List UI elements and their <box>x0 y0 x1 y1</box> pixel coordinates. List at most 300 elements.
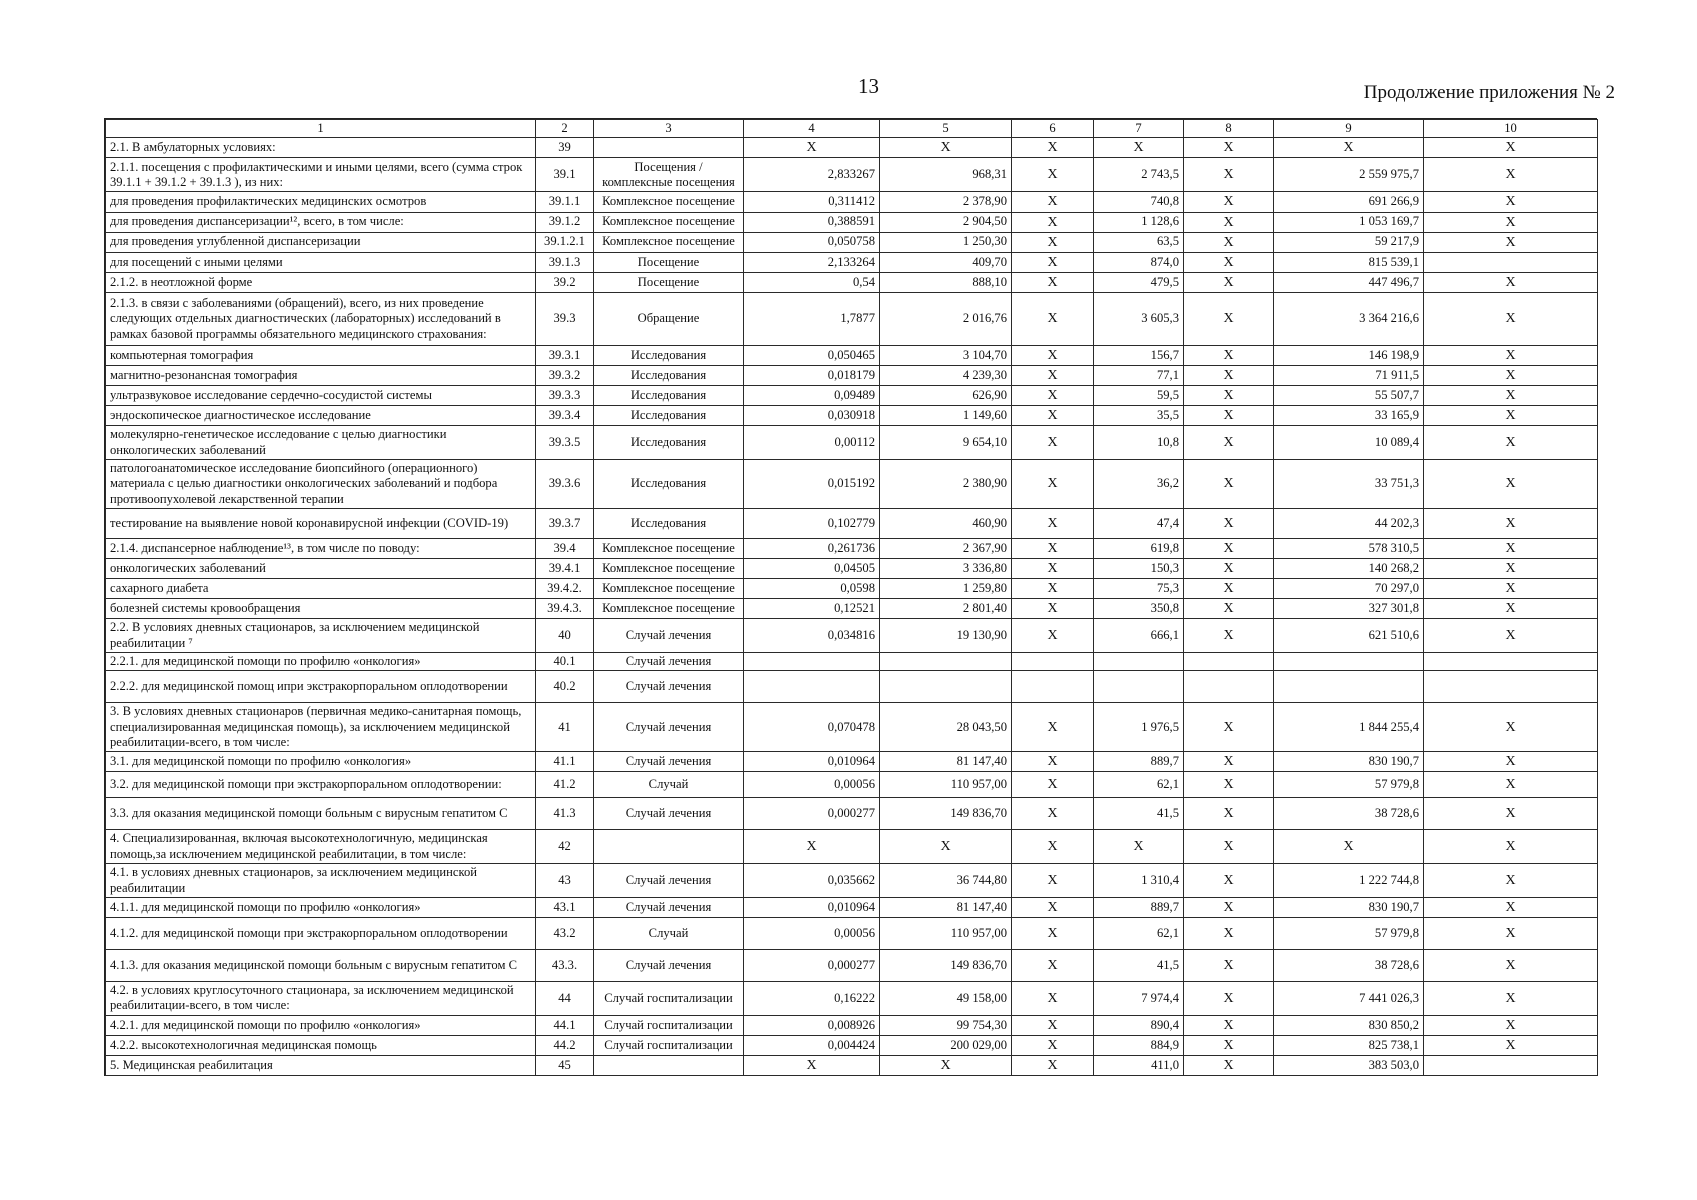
table-row <box>106 950 1598 982</box>
col5-value-cell: 110 957,00 <box>880 918 1012 950</box>
table-row <box>106 1015 1598 1035</box>
col6-value-cell: Х <box>1012 459 1094 508</box>
col7-value-cell: 75,3 <box>1094 579 1184 599</box>
col9-value-cell: 33 751,3 <box>1274 459 1424 508</box>
col4-value-cell: 0,050465 <box>744 345 880 365</box>
row-name-cell: для проведения диспансеризации¹², всего, в том числе: <box>106 212 536 232</box>
col4-value-cell <box>744 652 880 670</box>
col5-value-cell: 9 654,10 <box>880 426 1012 460</box>
col10-value-cell: Х <box>1424 982 1598 1016</box>
unit-cell: Исследования <box>594 406 744 426</box>
row-name-cell: компьютерная томография <box>106 345 536 365</box>
col5-value-cell: 4 239,30 <box>880 365 1012 385</box>
col5-value-cell: 2 380,90 <box>880 459 1012 508</box>
col7-value-cell: 35,5 <box>1094 406 1184 426</box>
table-row <box>106 1035 1598 1055</box>
unit-cell <box>594 1055 744 1075</box>
col9-value-cell: 383 503,0 <box>1274 1055 1424 1075</box>
col9-value-cell: 140 268,2 <box>1274 559 1424 579</box>
col8-value-cell: Х <box>1184 918 1274 950</box>
col6-value-cell: Х <box>1012 508 1094 538</box>
table-row <box>106 292 1598 345</box>
row-name-cell: 4. Специализированная, включая высокотехнологичную, медицинская помощь,за исключением медицинской реабилитации, в том числе: <box>106 830 536 864</box>
col4-value-cell: 0,388591 <box>744 212 880 232</box>
col8-value-cell: Х <box>1184 1055 1274 1075</box>
row-code-cell: 39.1.1 <box>536 192 594 212</box>
col8-value-cell: Х <box>1184 158 1274 192</box>
table-row <box>106 252 1598 272</box>
row-name-cell: патологоанатомическое исследование биопсийного (операционного) материала с целью диагностики онкологических заболеваний и подбора противоопухолевой лекарственной терапии <box>106 459 536 508</box>
col4-value-cell: 0,00056 <box>744 918 880 950</box>
col10-value-cell: Х <box>1424 406 1598 426</box>
col4-value-cell: Х <box>744 830 880 864</box>
col7-value-cell: Х <box>1094 830 1184 864</box>
col9-value-cell: 59 217,9 <box>1274 232 1424 252</box>
row-name-cell: 3.2. для медицинской помощи при экстракорпоральном оплодотворении: <box>106 772 536 798</box>
col7-value-cell: 77,1 <box>1094 365 1184 385</box>
row-code-cell: 39.1.2 <box>536 212 594 232</box>
col10-value-cell: Х <box>1424 138 1598 158</box>
col4-value-cell: 1,7877 <box>744 292 880 345</box>
column-header: 3 <box>594 120 744 138</box>
table-row <box>106 138 1598 158</box>
col7-value-cell <box>1094 652 1184 670</box>
col10-value-cell: Х <box>1424 292 1598 345</box>
col8-value-cell: Х <box>1184 138 1274 158</box>
table-row <box>106 158 1598 192</box>
col5-value-cell <box>880 652 1012 670</box>
table-row <box>106 559 1598 579</box>
col10-value-cell: Х <box>1424 538 1598 558</box>
table-row <box>106 538 1598 558</box>
col4-value-cell: 0,261736 <box>744 538 880 558</box>
unit-cell <box>594 830 744 864</box>
unit-cell: Исследования <box>594 426 744 460</box>
row-code-cell: 39.3.1 <box>536 345 594 365</box>
col9-value-cell: 327 301,8 <box>1274 599 1424 619</box>
col10-value-cell: Х <box>1424 508 1598 538</box>
unit-cell: Исследования <box>594 345 744 365</box>
col9-value-cell: 38 728,6 <box>1274 950 1424 982</box>
row-name-cell: 4.2. в условиях круглосуточного стационара, за исключением медицинской реабилитации-всего, в том числе: <box>106 982 536 1016</box>
col4-value-cell: 0,034816 <box>744 619 880 653</box>
col7-value-cell: 619,8 <box>1094 538 1184 558</box>
col4-value-cell: 0,035662 <box>744 864 880 898</box>
col7-value-cell: 7 974,4 <box>1094 982 1184 1016</box>
column-header: 9 <box>1274 120 1424 138</box>
table-row <box>106 459 1598 508</box>
col10-value-cell <box>1424 1055 1598 1075</box>
col8-value-cell: Х <box>1184 212 1274 232</box>
col7-value-cell: 890,4 <box>1094 1015 1184 1035</box>
col6-value-cell: Х <box>1012 212 1094 232</box>
col10-value-cell: Х <box>1424 426 1598 460</box>
row-code-cell: 40 <box>536 619 594 653</box>
col10-value-cell <box>1424 252 1598 272</box>
unit-cell: Комплексное посещение <box>594 232 744 252</box>
col6-value-cell: Х <box>1012 538 1094 558</box>
row-name-cell: 4.2.2. высокотехнологичная медицинская помощь <box>106 1035 536 1055</box>
col8-value-cell: Х <box>1184 950 1274 982</box>
col5-value-cell: 626,90 <box>880 385 1012 405</box>
table-row <box>106 212 1598 232</box>
row-code-cell: 41.1 <box>536 752 594 772</box>
col10-value-cell: Х <box>1424 459 1598 508</box>
row-code-cell: 44.1 <box>536 1015 594 1035</box>
col7-value-cell: 1 976,5 <box>1094 703 1184 752</box>
column-header: 6 <box>1012 120 1094 138</box>
row-name-cell: ультразвуковое исследование сердечно-сосудистой системы <box>106 385 536 405</box>
col4-value-cell: Х <box>744 138 880 158</box>
col8-value-cell: Х <box>1184 292 1274 345</box>
col7-value-cell: 62,1 <box>1094 918 1184 950</box>
col7-value-cell: 479,5 <box>1094 272 1184 292</box>
col10-value-cell: Х <box>1424 772 1598 798</box>
row-code-cell: 42 <box>536 830 594 864</box>
col7-value-cell: 740,8 <box>1094 192 1184 212</box>
row-code-cell: 39.1.3 <box>536 252 594 272</box>
col9-value-cell: 3 364 216,6 <box>1274 292 1424 345</box>
col8-value-cell: Х <box>1184 599 1274 619</box>
col7-value-cell: 889,7 <box>1094 752 1184 772</box>
col7-value-cell: 47,4 <box>1094 508 1184 538</box>
row-code-cell: 45 <box>536 1055 594 1075</box>
table-row <box>106 365 1598 385</box>
col5-value-cell: 81 147,40 <box>880 752 1012 772</box>
col4-value-cell: 0,015192 <box>744 459 880 508</box>
col9-value-cell: 38 728,6 <box>1274 798 1424 830</box>
col5-value-cell: 36 744,80 <box>880 864 1012 898</box>
table-row <box>106 192 1598 212</box>
col6-value-cell <box>1012 671 1094 703</box>
col9-value-cell <box>1274 671 1424 703</box>
col7-value-cell: 63,5 <box>1094 232 1184 252</box>
col7-value-cell: 2 743,5 <box>1094 158 1184 192</box>
col9-value-cell: 447 496,7 <box>1274 272 1424 292</box>
unit-cell: Посещения / комплексные посещения <box>594 158 744 192</box>
col5-value-cell: 3 104,70 <box>880 345 1012 365</box>
col5-value-cell: 149 836,70 <box>880 950 1012 982</box>
col10-value-cell: Х <box>1424 752 1598 772</box>
col5-value-cell <box>880 671 1012 703</box>
row-name-cell: для проведения профилактических медицинских осмотров <box>106 192 536 212</box>
col9-value-cell: 57 979,8 <box>1274 918 1424 950</box>
unit-cell: Посещение <box>594 252 744 272</box>
col10-value-cell: Х <box>1424 619 1598 653</box>
column-header: 1 <box>106 120 536 138</box>
col9-value-cell: 33 165,9 <box>1274 406 1424 426</box>
unit-cell: Комплексное посещение <box>594 579 744 599</box>
table-row <box>106 426 1598 460</box>
col8-value-cell: Х <box>1184 508 1274 538</box>
col8-value-cell: Х <box>1184 406 1274 426</box>
row-name-cell: 4.1.1. для медицинской помощи по профилю «онкология» <box>106 897 536 917</box>
col7-value-cell: 350,8 <box>1094 599 1184 619</box>
col7-value-cell: 666,1 <box>1094 619 1184 653</box>
col10-value-cell: Х <box>1424 897 1598 917</box>
col10-value-cell: Х <box>1424 272 1598 292</box>
col8-value-cell: Х <box>1184 752 1274 772</box>
row-code-cell: 39.4.2. <box>536 579 594 599</box>
col6-value-cell: Х <box>1012 703 1094 752</box>
col9-value-cell: 55 507,7 <box>1274 385 1424 405</box>
col8-value-cell: Х <box>1184 559 1274 579</box>
unit-cell: Исследования <box>594 459 744 508</box>
col9-value-cell: 621 510,6 <box>1274 619 1424 653</box>
row-code-cell: 39.2 <box>536 272 594 292</box>
col5-value-cell: Х <box>880 1055 1012 1075</box>
col6-value-cell: Х <box>1012 897 1094 917</box>
col6-value-cell: Х <box>1012 1015 1094 1035</box>
table-row <box>106 830 1598 864</box>
row-name-cell: магнитно-резонансная томография <box>106 365 536 385</box>
unit-cell: Случай <box>594 918 744 950</box>
col10-value-cell: Х <box>1424 599 1598 619</box>
row-name-cell: 2.1. В амбулаторных условиях: <box>106 138 536 158</box>
unit-cell: Случай лечения <box>594 864 744 898</box>
col6-value-cell: Х <box>1012 950 1094 982</box>
col5-value-cell: 200 029,00 <box>880 1035 1012 1055</box>
col4-value-cell: 2,133264 <box>744 252 880 272</box>
col8-value-cell: Х <box>1184 830 1274 864</box>
unit-cell: Случай лечения <box>594 950 744 982</box>
col8-value-cell: Х <box>1184 252 1274 272</box>
row-name-cell: 2.1.2. в неотложной форме <box>106 272 536 292</box>
row-name-cell: онкологических заболеваний <box>106 559 536 579</box>
col4-value-cell: 0,000277 <box>744 950 880 982</box>
col4-value-cell: 0,050758 <box>744 232 880 252</box>
col9-value-cell: 1 844 255,4 <box>1274 703 1424 752</box>
col9-value-cell: 7 441 026,3 <box>1274 982 1424 1016</box>
col10-value-cell: Х <box>1424 950 1598 982</box>
col6-value-cell: Х <box>1012 1035 1094 1055</box>
unit-cell: Исследования <box>594 508 744 538</box>
row-name-cell: для проведения углубленной диспансеризации <box>106 232 536 252</box>
row-name-cell: 2.2. В условиях дневных стационаров, за исключением медицинской реабилитации ⁷ <box>106 619 536 653</box>
unit-cell: Случай лечения <box>594 619 744 653</box>
col8-value-cell: Х <box>1184 459 1274 508</box>
col8-value-cell: Х <box>1184 365 1274 385</box>
col5-value-cell: 49 158,00 <box>880 982 1012 1016</box>
col5-value-cell: 149 836,70 <box>880 798 1012 830</box>
data-table <box>105 119 1598 1076</box>
col6-value-cell: Х <box>1012 579 1094 599</box>
col4-value-cell: 0,16222 <box>744 982 880 1016</box>
unit-cell: Комплексное посещение <box>594 212 744 232</box>
col6-value-cell: Х <box>1012 385 1094 405</box>
col7-value-cell: 3 605,3 <box>1094 292 1184 345</box>
col9-value-cell: 146 198,9 <box>1274 345 1424 365</box>
column-header: 8 <box>1184 120 1274 138</box>
unit-cell: Случай <box>594 772 744 798</box>
col10-value-cell <box>1424 652 1598 670</box>
row-name-cell: 3.3. для оказания медицинской помощи больным с вирусным гепатитом С <box>106 798 536 830</box>
col6-value-cell: Х <box>1012 1055 1094 1075</box>
col5-value-cell: 2 904,50 <box>880 212 1012 232</box>
row-name-cell: сахарного диабета <box>106 579 536 599</box>
col5-value-cell: 3 336,80 <box>880 559 1012 579</box>
col5-value-cell: 409,70 <box>880 252 1012 272</box>
row-name-cell: эндоскопическое диагностическое исследование <box>106 406 536 426</box>
col6-value-cell: Х <box>1012 772 1094 798</box>
row-code-cell: 39.3 <box>536 292 594 345</box>
col10-value-cell: Х <box>1424 192 1598 212</box>
col4-value-cell: 0,018179 <box>744 365 880 385</box>
col9-value-cell: 691 266,9 <box>1274 192 1424 212</box>
col10-value-cell <box>1424 671 1598 703</box>
row-name-cell: 4.1. в условиях дневных стационаров, за исключением медицинской реабилитации <box>106 864 536 898</box>
col4-value-cell: 0,00056 <box>744 772 880 798</box>
row-name-cell: 4.1.3. для оказания медицинской помощи больным с вирусным гепатитом С <box>106 950 536 982</box>
col10-value-cell: Х <box>1424 1035 1598 1055</box>
row-code-cell: 39.3.7 <box>536 508 594 538</box>
col6-value-cell <box>1012 652 1094 670</box>
col7-value-cell <box>1094 671 1184 703</box>
col8-value-cell: Х <box>1184 345 1274 365</box>
row-code-cell: 43.2 <box>536 918 594 950</box>
col9-value-cell: 825 738,1 <box>1274 1035 1424 1055</box>
row-name-cell: 4.2.1. для медицинской помощи по профилю «онкология» <box>106 1015 536 1035</box>
unit-cell: Комплексное посещение <box>594 599 744 619</box>
col6-value-cell: Х <box>1012 252 1094 272</box>
row-code-cell: 39.3.6 <box>536 459 594 508</box>
col8-value-cell: Х <box>1184 703 1274 752</box>
col9-value-cell: 830 190,7 <box>1274 752 1424 772</box>
col9-value-cell: 830 190,7 <box>1274 897 1424 917</box>
row-name-cell: 3.1. для медицинской помощи по профилю «онкология» <box>106 752 536 772</box>
col10-value-cell: Х <box>1424 579 1598 599</box>
col6-value-cell: Х <box>1012 365 1094 385</box>
page-number: 13 <box>858 74 879 98</box>
col8-value-cell: Х <box>1184 982 1274 1016</box>
col10-value-cell: Х <box>1424 212 1598 232</box>
row-code-cell: 39.3.2 <box>536 365 594 385</box>
col4-value-cell: 0,12521 <box>744 599 880 619</box>
table-row <box>106 406 1598 426</box>
unit-cell: Посещение <box>594 272 744 292</box>
col10-value-cell: Х <box>1424 559 1598 579</box>
col8-value-cell: Х <box>1184 1035 1274 1055</box>
col8-value-cell: Х <box>1184 1015 1274 1035</box>
row-code-cell: 44 <box>536 982 594 1016</box>
col6-value-cell: Х <box>1012 345 1094 365</box>
table-row <box>106 864 1598 898</box>
row-name-cell: для посещений с иными целями <box>106 252 536 272</box>
col9-value-cell: 57 979,8 <box>1274 772 1424 798</box>
col7-value-cell: 150,3 <box>1094 559 1184 579</box>
table-row <box>106 703 1598 752</box>
unit-cell: Комплексное посещение <box>594 192 744 212</box>
col6-value-cell: Х <box>1012 864 1094 898</box>
col5-value-cell: 1 149,60 <box>880 406 1012 426</box>
col5-value-cell: 2 367,90 <box>880 538 1012 558</box>
col8-value-cell: Х <box>1184 385 1274 405</box>
col10-value-cell: Х <box>1424 1015 1598 1035</box>
col7-value-cell: 62,1 <box>1094 772 1184 798</box>
col8-value-cell: Х <box>1184 192 1274 212</box>
row-code-cell: 43.1 <box>536 897 594 917</box>
col5-value-cell: Х <box>880 138 1012 158</box>
col8-value-cell: Х <box>1184 897 1274 917</box>
col9-value-cell: 2 559 975,7 <box>1274 158 1424 192</box>
row-code-cell: 39.3.4 <box>536 406 594 426</box>
col6-value-cell: Х <box>1012 192 1094 212</box>
unit-cell: Случай лечения <box>594 798 744 830</box>
row-code-cell: 41 <box>536 703 594 752</box>
col6-value-cell: Х <box>1012 406 1094 426</box>
col7-value-cell: 59,5 <box>1094 385 1184 405</box>
col6-value-cell: Х <box>1012 599 1094 619</box>
row-name-cell: 2.1.3. в связи с заболеваниями (обращений), всего, из них проведение следующих отдельных диагностических (лабораторных) исследований в рамках базовой программы обязательного медицинского страхования: <box>106 292 536 345</box>
col6-value-cell: Х <box>1012 138 1094 158</box>
table-row <box>106 671 1598 703</box>
col7-value-cell: 874,0 <box>1094 252 1184 272</box>
col5-value-cell: 28 043,50 <box>880 703 1012 752</box>
col10-value-cell: Х <box>1424 830 1598 864</box>
col6-value-cell: Х <box>1012 798 1094 830</box>
col6-value-cell: Х <box>1012 426 1094 460</box>
row-code-cell: 44.2 <box>536 1035 594 1055</box>
unit-cell: Случай лечения <box>594 652 744 670</box>
table-row <box>106 579 1598 599</box>
col4-value-cell: 0,311412 <box>744 192 880 212</box>
col10-value-cell: Х <box>1424 864 1598 898</box>
col7-value-cell: 41,5 <box>1094 950 1184 982</box>
col9-value-cell: 44 202,3 <box>1274 508 1424 538</box>
col4-value-cell: 0,010964 <box>744 897 880 917</box>
col10-value-cell: Х <box>1424 703 1598 752</box>
col4-value-cell: 0,102779 <box>744 508 880 538</box>
col4-value-cell: 0,04505 <box>744 559 880 579</box>
col7-value-cell: 884,9 <box>1094 1035 1184 1055</box>
row-name-cell: тестирование на выявление новой коронавирусной инфекции (COVID-19) <box>106 508 536 538</box>
col9-value-cell: 830 850,2 <box>1274 1015 1424 1035</box>
row-code-cell: 40.2 <box>536 671 594 703</box>
unit-cell: Обращение <box>594 292 744 345</box>
col8-value-cell: Х <box>1184 772 1274 798</box>
unit-cell: Комплексное посещение <box>594 559 744 579</box>
unit-cell: Случай госпитализации <box>594 1035 744 1055</box>
table-row <box>106 918 1598 950</box>
col5-value-cell: 19 130,90 <box>880 619 1012 653</box>
unit-cell: Случай госпитализации <box>594 982 744 1016</box>
row-name-cell: молекулярно-генетическое исследование с целью диагностики онкологических заболеваний <box>106 426 536 460</box>
col7-value-cell: 1 128,6 <box>1094 212 1184 232</box>
col6-value-cell: Х <box>1012 292 1094 345</box>
col6-value-cell: Х <box>1012 559 1094 579</box>
col10-value-cell: Х <box>1424 385 1598 405</box>
table-row <box>106 508 1598 538</box>
col7-value-cell: 10,8 <box>1094 426 1184 460</box>
col9-value-cell: 70 297,0 <box>1274 579 1424 599</box>
col9-value-cell: 578 310,5 <box>1274 538 1424 558</box>
col8-value-cell: Х <box>1184 272 1274 292</box>
table-row <box>106 982 1598 1016</box>
row-name-cell: 3. В условиях дневных стационаров (первичная медико-санитарная помощь, специализированная медицинская помощь), за исключением медицинской реабилитации-всего, в том числе: <box>106 703 536 752</box>
table-row <box>106 272 1598 292</box>
unit-cell: Исследования <box>594 365 744 385</box>
col5-value-cell: 460,90 <box>880 508 1012 538</box>
col7-value-cell: 156,7 <box>1094 345 1184 365</box>
unit-cell: Случай лечения <box>594 703 744 752</box>
col7-value-cell: 889,7 <box>1094 897 1184 917</box>
table-row <box>106 752 1598 772</box>
row-name-cell: 5. Медицинская реабилитация <box>106 1055 536 1075</box>
col5-value-cell: 1 259,80 <box>880 579 1012 599</box>
column-header: 2 <box>536 120 594 138</box>
col10-value-cell: Х <box>1424 798 1598 830</box>
col7-value-cell: 36,2 <box>1094 459 1184 508</box>
